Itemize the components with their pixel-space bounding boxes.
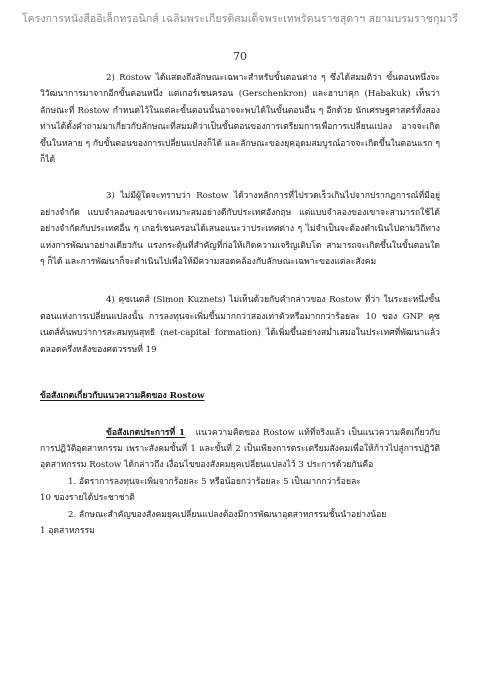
paragraph-point-4: 4) คุซเนตส์ (Simon Kuznets) ไม่เห็นด้วยกับคำกล่าวของ Rostow ที่ว่า ในระยะหนึ่งขั้นตอนแห่งการเปลี่ยนแปลงนั้น การลงทุนจะเพิ่มขึ้นมากกว่าสองเท่าตัวหรือมากกว่าร้อยละ 10 ของ GNP คุซเนตส์ค้นพบว่าการสะสมทุนสุทธิ (net-capital formation) ได้เพิ่มขึ้นอย่างสม่ำเสมอในประเทศที่พัฒนาแล้วตลอดครึ่งหลังของศตวรรษที่ 19 (40, 295, 440, 355)
paragraph-point-2: 2) Rostow ได้แสดงถึงลักษณะเฉพาะสำหรับขั้นตอนต่าง ๆ ซึ่งได้สมมติว่า ขั้นตอนหนึ่งจะวิวัฒนาการมาจากอีกขั้นตอนหนึ่ง แต่เกอร์เชนครอน (Gerschenkron) และฮาบาคุก (Habakuk) เห็นว่าลักษณะที่ Rostow กำหนดไว้ในแต่ละขั้นตอนนั้นอาจจะพบได้ในขั้นตอนอื่น ๆ อีกด้วย นักเศรษฐศาสตร์ทั้งสองท่านได้ตั้งคำถามมาเกี่ยวกับลักษณะที่สมมติว่าเป็นขั้นตอนของการเตรียมการเพื่อการเปลี่ยนแปลง อาจจะเกิดขึ้นในหลาย ๆ กับขั้นตอนของการเปลี่ยนแปลงก็ได้ และลักษณะของยุคอุดมสมบูรณ์อาจจะเกิดขึ้นในตอนแรก ๆ ก็ได้ (40, 73, 440, 166)
page-number: 70 (233, 50, 247, 63)
page-body (40, 70, 440, 539)
observation-1-label: ข้อสังเกตประการที่ 1 (106, 427, 185, 438)
list-item-2-line-2: 1 อุตสาหกรรม (40, 525, 95, 536)
running-header: โครงการหนังสืออิเล็กทรอนิกส์ เฉลิมพระเกียรติสมเด็จพระเทพรัตนราชสุดาฯ สยามบรมราชกุมารี (21, 13, 459, 25)
paragraph-point-3: 3) ไม่มีผู้ใดจะทราบว่า Rostow ได้วางหลักการที่ไปรวดเร็วเกินไปจากปรากฏการณ์ที่มีอยู่อย่างจำกัด แบบจำลองของเขาจะเหมาะสมอย่างดีกับประเทศอังกฤษ แต่แบบจำลองของเขาจะสามารถใช้ได้อย่างจำกัดกับประเทศอื่น ๆ เกอร์เชนครอนได้เสนอแนะว่าประเทศต่าง ๆ ไม่จำเป็นจะต้องดำเนินไปตามวิถีทางแห่งการพัฒนาอย่างเดียวกัน แรงกระตุ้นที่สำคัญที่ก่อให้เกิดความเจริญเติบโต สามารถจะเกิดขึ้นในขั้นตอนใด ๆ ก็ได้ และการพัฒนาก็จะดำเนินไปเพื่อให้มีความสอดคล้องกับลักษณะเฉพาะของแต่ละสังคม (40, 191, 440, 268)
list-item (40, 507, 440, 540)
section-heading: ข้อสังเกตเกี่ยวกับแนวความคิดของ Rostow (40, 391, 205, 402)
list-item (40, 474, 440, 507)
list-item-2-line-1: 2. ลักษณะสำคัญของสังคมยุคเปลี่ยนแปลงต้องมีการพัฒนาอุตสาหกรรมชั้นนำอย่างน้อย (68, 509, 387, 520)
observation-1-text: แนวความคิดของ Rostow แท้ที่จริงแล้ว เป็นแนวความคิดเกี่ยวกับการปฏิวัติอุตสาหกรรม เพราะสังคมขั้นที่ 1 และขั้นที่ 2 เป็นเพียงการตระเตรียมสังคมเพื่อให้ก้าวไปสู่การปฏิวัติอุตสาหกรรม Rostow ได้กล่าวถึง เงื่อนไขของสังคมยุคเปลี่ยนแปลงไว้ 3 ประการด้วยกันคือ (40, 427, 440, 471)
list-item-1-line-2: 10 ของรายได้ประชาชาติ (40, 493, 135, 504)
list-item-1-line-1: 1. อัตราการลงทุนจะเพิ่มจากร้อยละ 5 หรือน้อยกว่าร้อยละ 5 เป็นมากกว่าร้อยละ (68, 476, 361, 487)
observation-1-paragraph (40, 425, 440, 474)
